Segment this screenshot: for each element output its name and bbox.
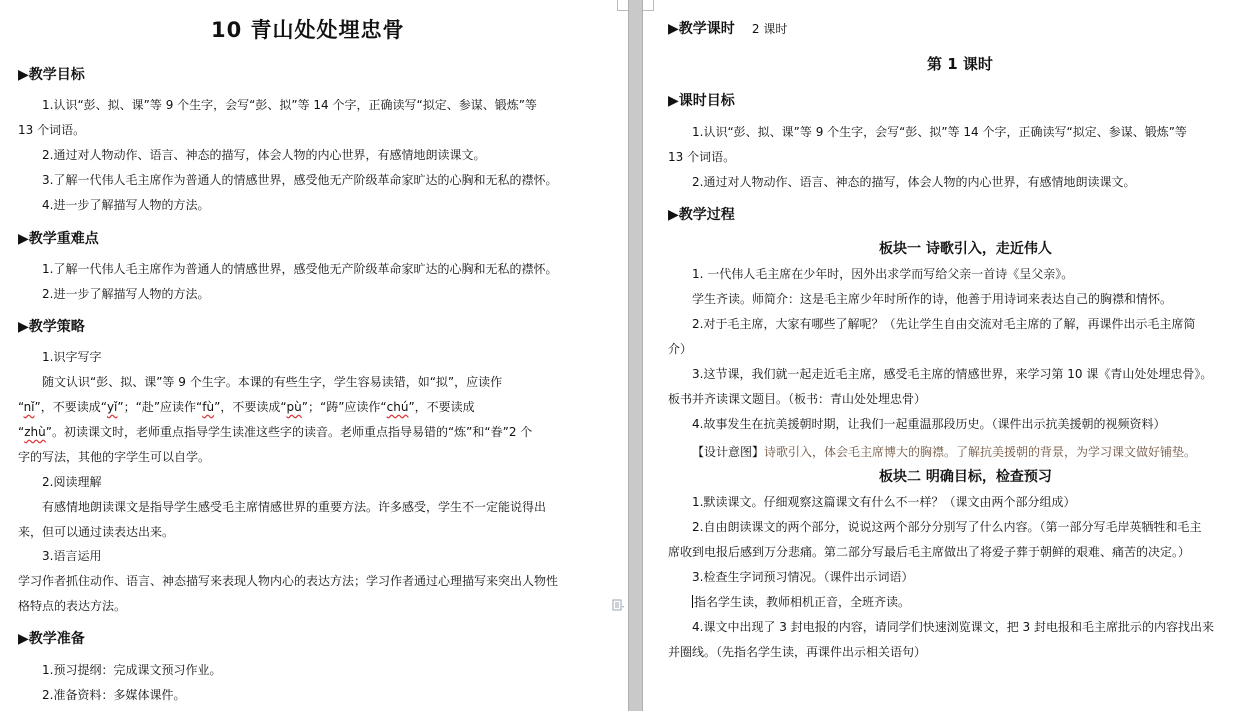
process-heading: ▶教学过程 bbox=[668, 207, 735, 223]
strategy-line: 学习作者抓住动作、语言、神态描写来表现人物内心的表达方法；学习作者通过心理描写来突出人物性 bbox=[18, 574, 559, 588]
lesson-goals-heading: ▶课时目标 bbox=[668, 93, 735, 109]
block1-line: 4.故事发生在抗美援朝时期，让我们一起重温那段历史。（课件出示抗美援朝的视频资料） bbox=[692, 417, 1166, 431]
prep-line: 1.预习提纲：完成课文预习作业。 bbox=[42, 663, 222, 677]
block2-line: 并圈线。（先指名学生读，再课件出示相关语句） bbox=[668, 645, 927, 659]
block1-line: 3.这节课，我们就一起走近毛主席，感受毛主席的情感世界，来学习第 10 课《青山处处埋忠骨》。 bbox=[692, 367, 1213, 381]
design-intent-label: 【设计意图】 bbox=[692, 445, 765, 459]
crop-mark bbox=[617, 0, 628, 11]
strategy-line-pinyin bbox=[18, 424, 532, 440]
pinyin-word: nǐ bbox=[23, 400, 35, 414]
lesson-goal-line: 13 个词语。 bbox=[668, 150, 736, 164]
text-fragment: “ bbox=[18, 425, 25, 439]
strategy-line: 来，但可以通过读表达出来。 bbox=[18, 525, 175, 539]
strategy-subtitle: 1.识字写字 bbox=[42, 350, 102, 364]
block2-line: 1.默读课文。仔细观察这篇课文有什么不一样？（课文由两个部分组成） bbox=[692, 495, 1076, 509]
hours-row bbox=[668, 18, 787, 38]
key-point-line: 1.了解一代伟人毛主席作为普通人的情感世界，感受他无产阶级革命家旷达的心胸和无私的襟怀。 bbox=[42, 262, 558, 276]
page-gutter bbox=[628, 0, 643, 711]
prep-line: 2.准备资料：多媒体课件。 bbox=[42, 688, 186, 702]
block1-line: 学生齐读。师简介：这是毛主席少年时所作的诗，他善于用诗词来表达自己的胸襟和情怀。 bbox=[692, 292, 1173, 306]
strategy-subtitle: 2.阅读理解 bbox=[42, 475, 102, 489]
block1-line: 2.对于毛主席，大家有哪些了解呢？（先让学生自由交流对毛主席的了解，再课件出示毛主席简 bbox=[692, 317, 1196, 331]
hours-value: 2 课时 bbox=[751, 22, 788, 36]
pinyin-word: chú bbox=[386, 400, 409, 414]
paste-options-icon[interactable] bbox=[611, 598, 623, 612]
design-intent bbox=[692, 441, 1196, 460]
text-fragment: ”，不要读成“ bbox=[214, 400, 287, 414]
block2-line: 指名学生读，教师相机正音，全班齐读。 bbox=[694, 595, 911, 609]
strategy-line: 格特点的表达方法。 bbox=[18, 599, 127, 613]
block1-line: 1. 一代伟人毛主席在少年时，因外出求学而写给父亲一首诗《呈父亲》。 bbox=[692, 267, 1074, 281]
block2-line: 4.课文中出现了 3 封电报的内容，请同学们快速浏览课文，把 3 封电报和毛主席批示的内容找出来 bbox=[692, 620, 1214, 634]
pinyin-word: yǐ bbox=[106, 400, 118, 414]
block2-line: 席收到电报后感到万分悲痛。第二部分写最后毛主席做出了将爱子葬于朝鲜的艰难、痛苦的决定。） bbox=[668, 545, 1191, 559]
block2-line: 2.自由朗读课文的两个部分，说说这两个部分分别写了什么内容。（第一部分写毛岸英牺牲和毛主 bbox=[692, 520, 1202, 534]
pinyin-word: pù bbox=[286, 400, 302, 414]
goal-line: 13 个词语。 bbox=[18, 123, 86, 137]
goal-line: 2.通过对人物动作、语言、神态的描写，体会人物的内心世界，有感情地朗读课文。 bbox=[42, 148, 486, 162]
text-cursor bbox=[692, 595, 693, 608]
right-page bbox=[643, 0, 1253, 711]
key-points-heading: ▶教学重难点 bbox=[18, 231, 99, 247]
strategy-line-pinyin bbox=[18, 399, 475, 415]
text-fragment: “ bbox=[18, 400, 24, 414]
pinyin-word: zhù bbox=[24, 425, 46, 439]
block2-title: 板块二 明确目标，检查预习 bbox=[879, 469, 1052, 485]
goals-heading: ▶教学目标 bbox=[18, 67, 85, 83]
lesson-goal-line: 2.通过对人物动作、语言、神态的描写，体会人物的内心世界，有感情地朗读课文。 bbox=[692, 175, 1136, 189]
text-fragment: ”，不要读成 bbox=[408, 400, 475, 414]
design-intent-text: 诗歌引入，体会毛主席博大的胸襟。了解抗美援朝的背景，为学习课文做好铺垫。 bbox=[764, 445, 1197, 459]
goal-line: 1.认识“彭、拟、课”等 9 个生字，会写“彭、拟”等 14 个字，正确读写“拟定、参谋、锻炼”等 bbox=[42, 98, 537, 112]
block1-line: 介） bbox=[668, 342, 693, 356]
prep-heading: ▶教学准备 bbox=[18, 631, 85, 647]
text-fragment: ”；“赴”应读作“ bbox=[117, 400, 203, 414]
block1-line: 板书并齐读课文题目。（板书：青山处处埋忠骨） bbox=[668, 392, 927, 406]
crop-mark bbox=[643, 0, 654, 11]
text-fragment: ”，不要读成“ bbox=[34, 400, 107, 414]
text-fragment: ”。初读课文时，老师重点指导学生读准这些字的读音。老师重点指导易错的“炼”和“眷”2 个 bbox=[45, 425, 533, 439]
lesson-title: 第 1 课时 bbox=[927, 55, 993, 73]
goal-line: 3.了解一代伟人毛主席作为普通人的情感世界，感受他无产阶级革命家旷达的心胸和无私的襟怀。 bbox=[42, 173, 558, 187]
page-title: 10 青山处处埋忠骨 bbox=[211, 18, 405, 42]
block2-line: 3.检查生字词预习情况。（课件出示词语） bbox=[692, 570, 914, 584]
key-point-line: 2.进一步了解描写人物的方法。 bbox=[42, 287, 210, 301]
pinyin-word: fù bbox=[202, 400, 215, 414]
strategy-line: 字的写法，其他的字学生可以自学。 bbox=[18, 450, 211, 464]
goal-line: 4.进一步了解描写人物的方法。 bbox=[42, 198, 210, 212]
strategy-heading: ▶教学策略 bbox=[18, 319, 85, 335]
strategy-line: 有感情地朗读课文是指导学生感受毛主席情感世界的重要方法。许多感受，学生不一定能说得出 bbox=[42, 500, 547, 514]
strategy-subtitle: 3.语言运用 bbox=[42, 549, 102, 563]
block1-title: 板块一 诗歌引入，走近伟人 bbox=[879, 241, 1052, 257]
strategy-line: 随文认识“彭、拟、课”等 9 个生字。本课的有些生字，学生容易读错，如“拟”，应读作 bbox=[42, 375, 503, 389]
lesson-goal-line: 1.认识“彭、拟、课”等 9 个生字，会写“彭、拟”等 14 个字，正确读写“拟定、参谋、锻炼”等 bbox=[692, 125, 1187, 139]
block2-line-with-cursor[interactable] bbox=[692, 594, 910, 610]
text-fragment: ”；“踌”应读作“ bbox=[301, 400, 387, 414]
hours-heading: ▶教学课时 bbox=[668, 21, 735, 37]
